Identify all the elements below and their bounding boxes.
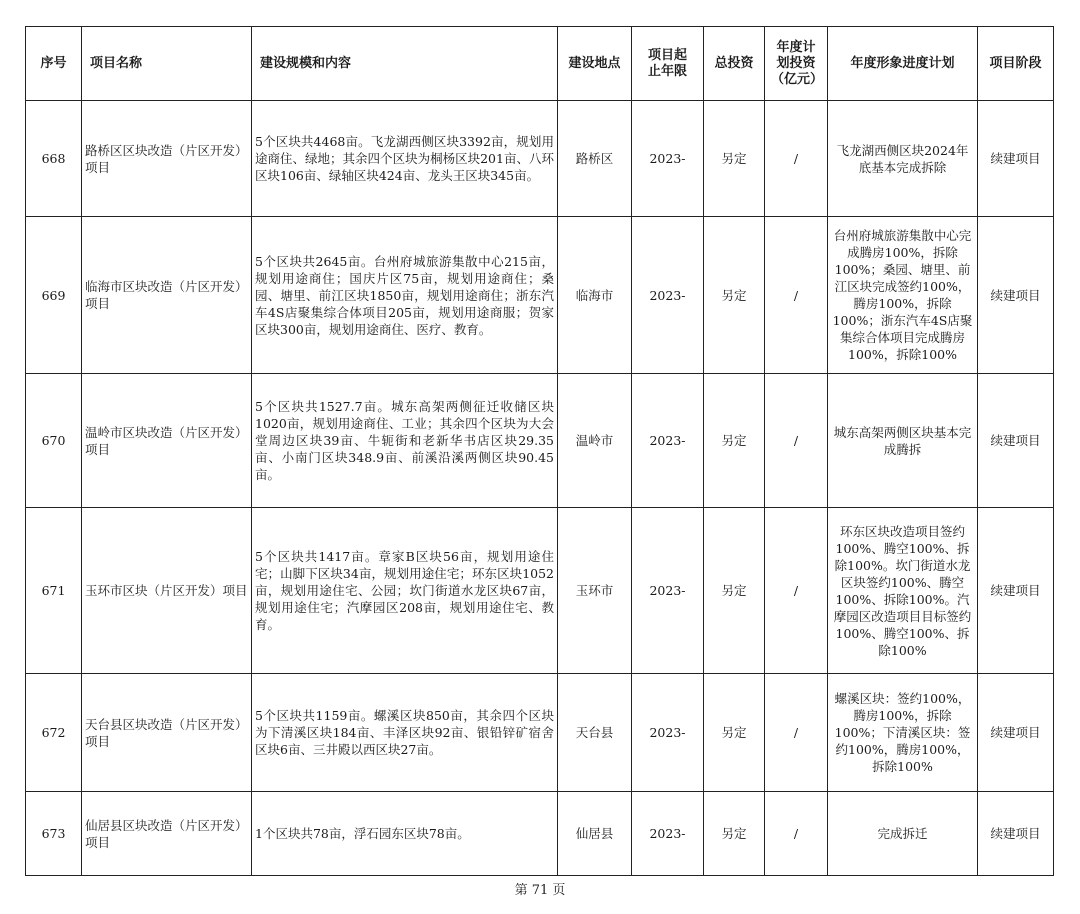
row-scope: 5个区块共2645亩。台州府城旅游集散中心215亩，规划用途商住；国庆片区75亩，规划用途商住；桑园、塘里、前江区块1850亩，规划用途商住；浙东汽车4S店聚集综合体项目205亩，规划用途商服；贺家区块300亩，规划用途商住、医疗、教育。 — [252, 217, 558, 374]
row-project-name: 路桥区区块改造（片区开发）项目 — [82, 101, 252, 217]
row-period: 2023- — [632, 101, 704, 217]
row-annual-investment: / — [765, 674, 828, 792]
header-period: 项目起止年限 — [632, 27, 704, 101]
header-seq: 序号 — [26, 27, 82, 101]
row-location: 天台县 — [558, 674, 632, 792]
table-row — [26, 101, 1054, 217]
table-row — [26, 217, 1054, 374]
row-location: 路桥区 — [558, 101, 632, 217]
row-scope: 5个区块共4468亩。飞龙湖西侧区块3392亩，规划用途商住、绿地；其余四个区块为桐杨区块201亩、八环区块106亩、绿轴区块424亩、龙头王区块345亩。 — [252, 101, 558, 217]
row-scope: 5个区块共1159亩。螺溪区块850亩，其余四个区块为下清溪区块184亩、丰泽区块92亩、银铅锌矿宿舍区块6亩、三井殿以西区块27亩。 — [252, 674, 558, 792]
row-stage: 续建项目 — [978, 217, 1054, 374]
row-investment: 另定 — [704, 101, 765, 217]
table-row — [26, 674, 1054, 792]
row-investment: 另定 — [704, 674, 765, 792]
row-stage: 续建项目 — [978, 792, 1054, 876]
row-stage: 续建项目 — [978, 101, 1054, 217]
row-period: 2023- — [632, 674, 704, 792]
row-progress-plan: 城东高架两侧区块基本完成腾拆 — [828, 374, 978, 508]
row-seq: 670 — [26, 374, 82, 508]
row-location: 温岭市 — [558, 374, 632, 508]
row-seq: 673 — [26, 792, 82, 876]
row-scope: 5个区块共1417亩。章家B区块56亩，规划用途住宅；山脚下区块34亩，规划用途住宅；环东区块1052亩，规划用途住宅、公园；坎门街道水龙区块67亩，规划用途住宅；汽摩园区208亩，规划用途住宅、教育。 — [252, 508, 558, 674]
header-annual-investment: 年度计划投资（亿元） — [765, 27, 828, 101]
row-project-name: 临海市区块改造（片区开发）项目 — [82, 217, 252, 374]
row-project-name: 玉环市区块（片区开发）项目 — [82, 508, 252, 674]
row-progress-plan: 螺溪区块：签约100%，腾房100%，拆除100%；下清溪区块：签约100%，腾房100%，拆除100% — [828, 674, 978, 792]
row-location: 玉环市 — [558, 508, 632, 674]
row-seq: 669 — [26, 217, 82, 374]
row-stage: 续建项目 — [978, 508, 1054, 674]
header-stage: 项目阶段 — [978, 27, 1054, 101]
row-period: 2023- — [632, 217, 704, 374]
row-scope: 5个区块共1527.7亩。城东高架两侧征迁收储区块1020亩，规划用途商住、工业；其余四个区块为大会堂周边区块39亩、牛轭街和老新华书店区块29.35亩、小南门区块348.9亩、前溪沿溪两侧区块90.45亩。 — [252, 374, 558, 508]
row-progress-plan: 台州府城旅游集散中心完成腾房100%，拆除100%；桑园、塘里、前江区块完成签约100%，腾房100%，拆除100%；浙东汽车4S店聚集综合体项目完成腾房100%，拆除100% — [828, 217, 978, 374]
row-project-name: 天台县区块改造（片区开发）项目 — [82, 674, 252, 792]
row-seq: 671 — [26, 508, 82, 674]
row-stage: 续建项目 — [978, 674, 1054, 792]
row-investment: 另定 — [704, 508, 765, 674]
header-name: 项目名称 — [82, 27, 252, 101]
row-period: 2023- — [632, 374, 704, 508]
row-progress-plan: 飞龙湖西侧区块2024年底基本完成拆除 — [828, 101, 978, 217]
header-location: 建设地点 — [558, 27, 632, 101]
row-seq: 672 — [26, 674, 82, 792]
row-location: 临海市 — [558, 217, 632, 374]
table-row — [26, 508, 1054, 674]
row-seq: 668 — [26, 101, 82, 217]
table-row — [26, 792, 1054, 876]
row-progress-plan: 完成拆迁 — [828, 792, 978, 876]
project-table — [25, 26, 1054, 876]
page-number: 第 71 页 — [514, 883, 566, 898]
row-progress-plan: 环东区块改造项目签约100%、腾空100%、拆除100%。坎门街道水龙区块签约100%、腾空100%、拆除100%。汽摩园区改造项目目标签约100%、腾空100%、拆除100% — [828, 508, 978, 674]
row-period: 2023- — [632, 508, 704, 674]
header-progress-plan: 年度形象进度计划 — [828, 27, 978, 101]
row-stage: 续建项目 — [978, 374, 1054, 508]
row-annual-investment: / — [765, 217, 828, 374]
row-period: 2023- — [632, 792, 704, 876]
row-annual-investment: / — [765, 101, 828, 217]
row-investment: 另定 — [704, 374, 765, 508]
row-annual-investment: / — [765, 374, 828, 508]
row-investment: 另定 — [704, 217, 765, 374]
row-scope: 1个区块共78亩，浮石园东区块78亩。 — [252, 792, 558, 876]
header-scope: 建设规模和内容 — [252, 27, 558, 101]
header-investment: 总投资 — [704, 27, 765, 101]
row-investment: 另定 — [704, 792, 765, 876]
row-project-name: 仙居县区块改造（片区开发）项目 — [82, 792, 252, 876]
row-project-name: 温岭市区块改造（片区开发）项目 — [82, 374, 252, 508]
row-annual-investment: / — [765, 792, 828, 876]
table-header-row — [26, 27, 1054, 101]
table-row — [26, 374, 1054, 508]
row-annual-investment: / — [765, 508, 828, 674]
row-location: 仙居县 — [558, 792, 632, 876]
